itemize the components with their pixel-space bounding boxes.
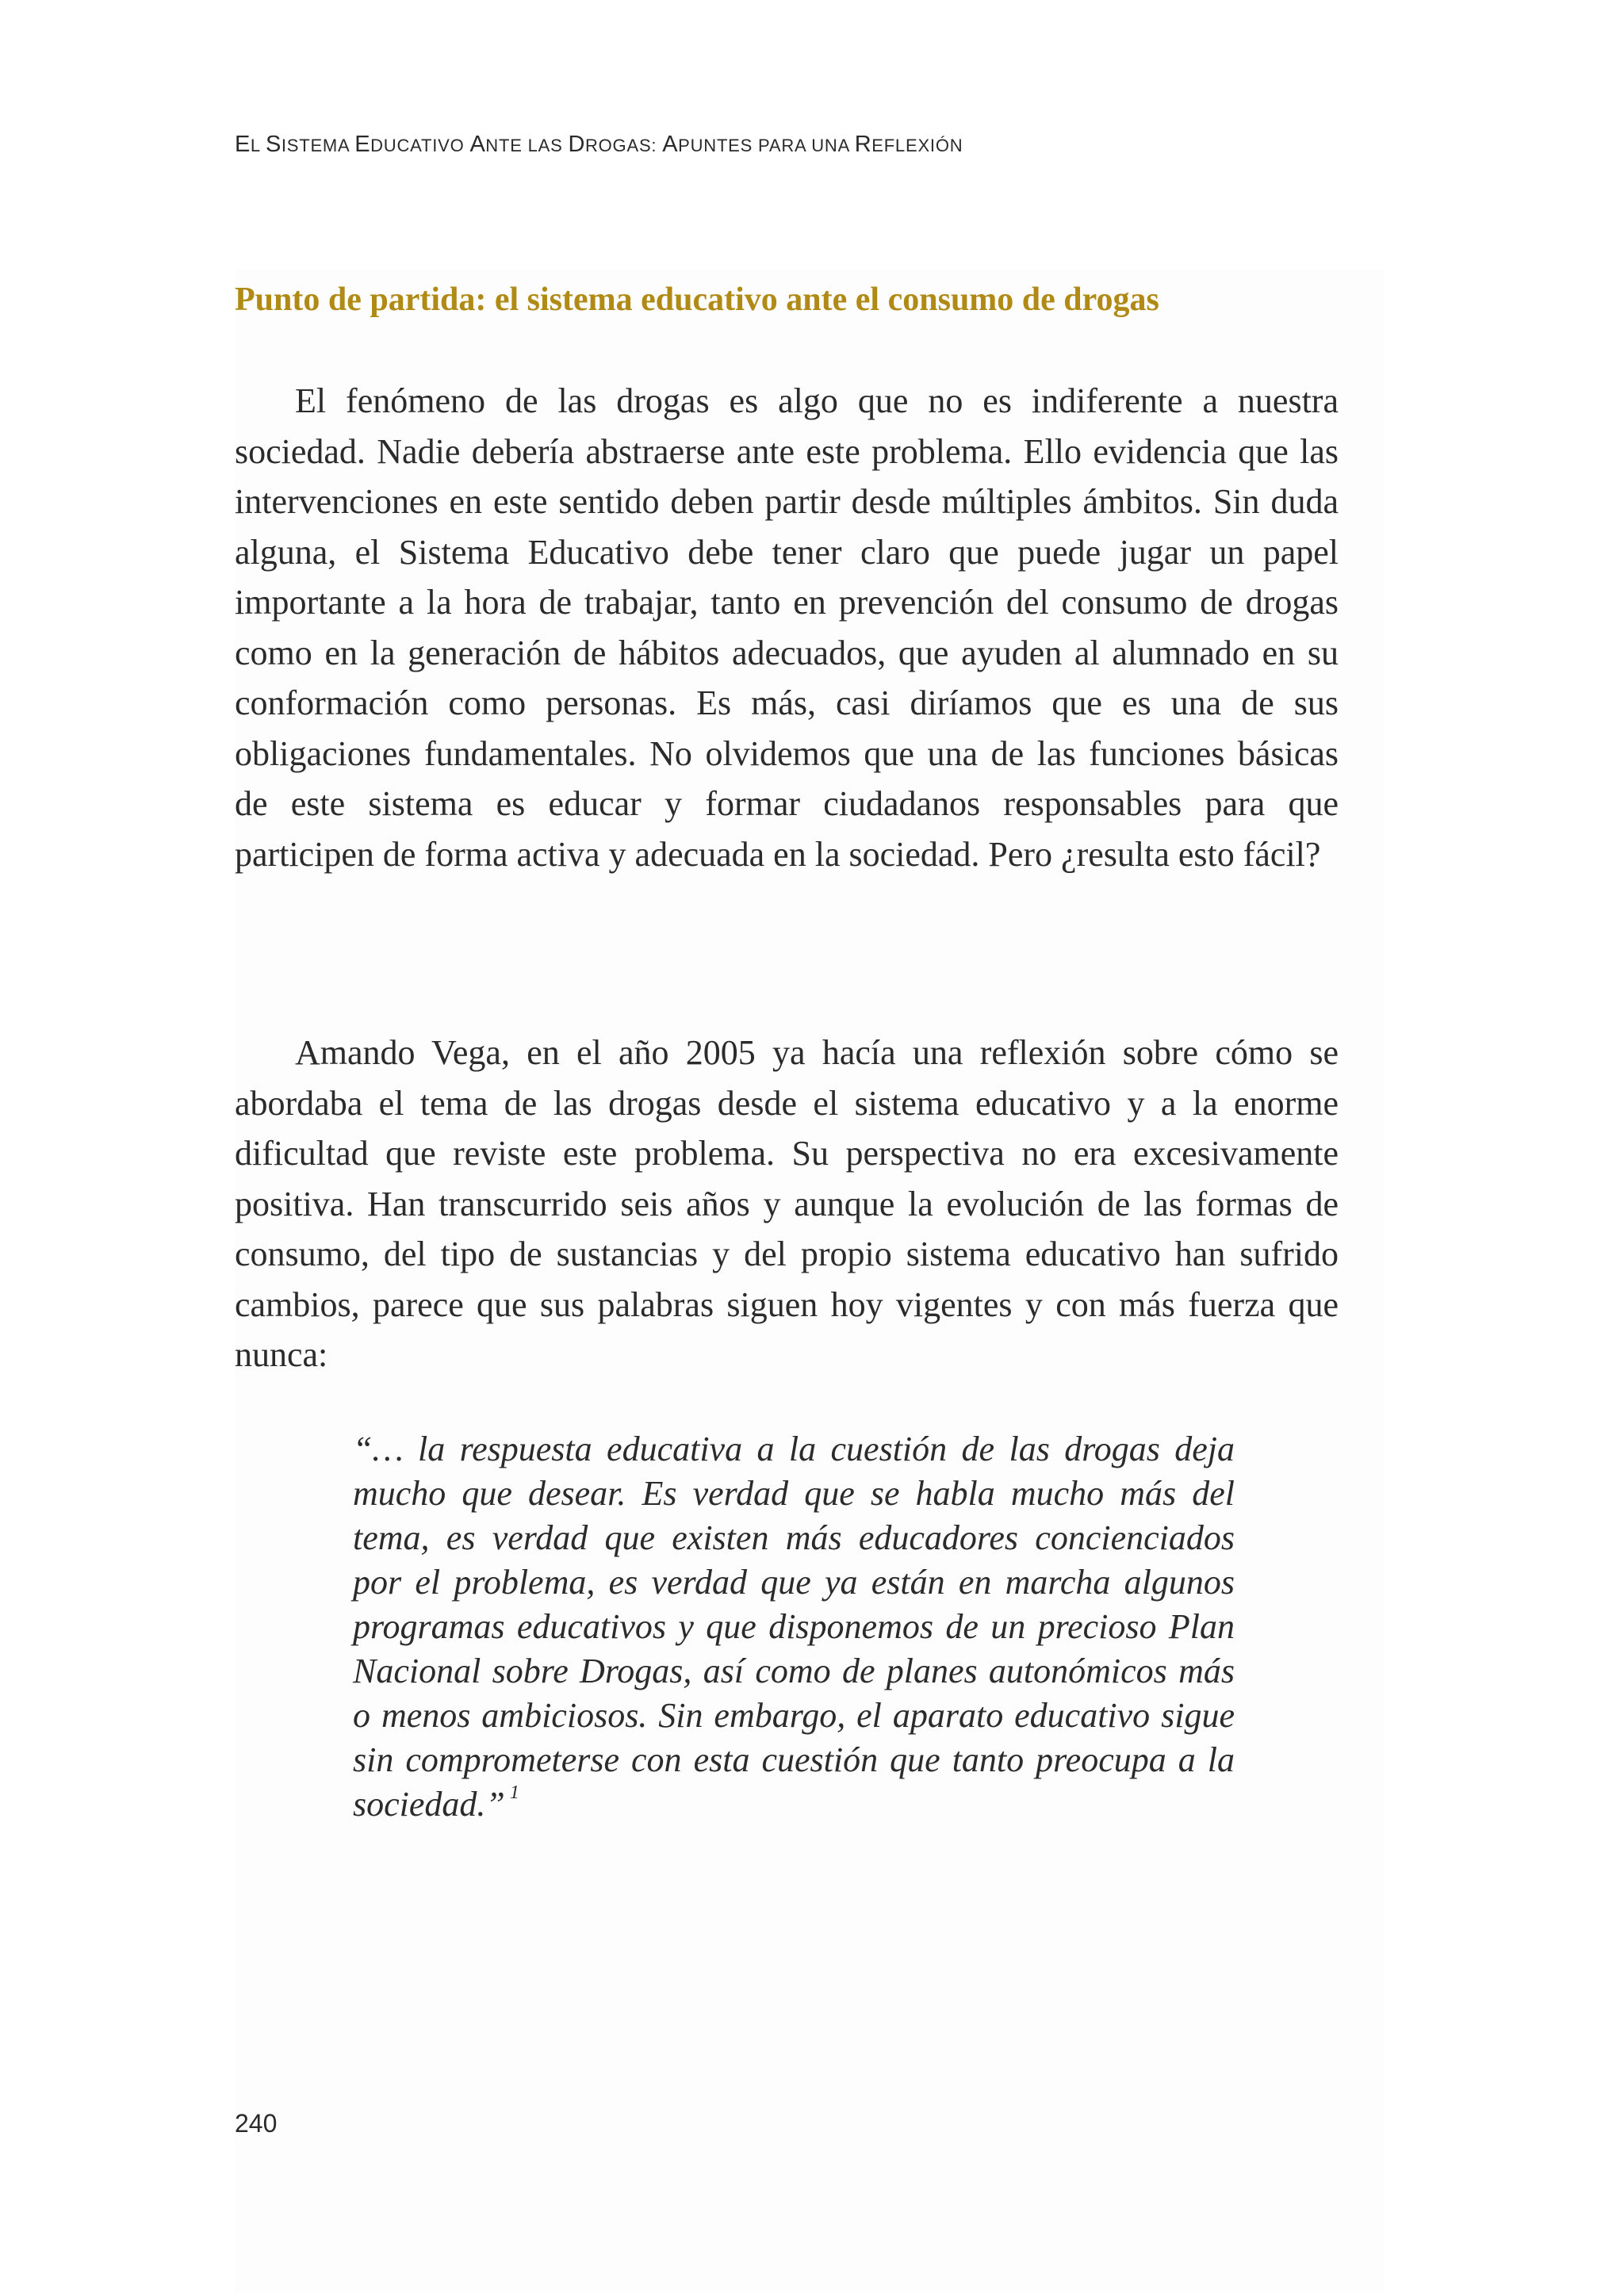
header-word: SISTEMA <box>265 132 355 157</box>
quote-text: “… la respuesta educativa a la cuestión de las drogas deja mucho que desear. Es verdad que se habla mucho más del tema, es verdad que existen más educadores concienciados por el problema, es verdad que ya están en marcha algunos programas educativos y que disponemos de un precioso Plan Nacional sobre Drogas, así como de planes autonómicos más o menos ambiciosos. Sin embargo, el aparato educativo sigue sin comprometerse con esta cuestión que tanto preocupa a la sociedad.” <box>353 1430 1235 1824</box>
page-number: 240 <box>235 2109 278 2138</box>
header-word: EDUCATIVO <box>354 132 470 157</box>
body-paragraph: El fenómeno de las drogas es algo que no es indiferente a nuestra sociedad. Nadie debería abstraerse ante este problema. Ello evidencia que las intervenciones en este sentido deben partir desde múltiples ámbitos. Sin duda alguna, el Sistema Educativo debe tener claro que puede jugar un papel importante a la hora de trabajar, tanto en prevención del consumo de drogas como en la generación de hábitos adecuados, que ayuden al alumnado en su conformación como personas. Es más, casi diríamos que es una de sus obligaciones fundamentales. No olvidemos que una de las funciones básicas de este sistema es educar y formar ciudadanos responsables para que participen de forma activa y adecuada en la sociedad. Pero ¿resulta esto fácil? <box>235 381 1339 874</box>
header-word: DROGAS: <box>568 132 663 157</box>
block-quote <box>353 1427 1235 1827</box>
section-heading: Punto de partida: el sistema educativo ante el consumo de drogas <box>235 281 1159 318</box>
header-word: ANTE LAS <box>469 132 569 157</box>
header-word: REFLEXIÓN <box>854 132 963 157</box>
header-word: EL <box>235 132 266 157</box>
body-paragraph: Amando Vega, en el año 2005 ya hacía una reflexión sobre cómo se abordaba el tema de las drogas desde el sistema educativo y a la enorme dificultad que reviste este problema. Su perspectiva no era excesivamente positiva. Han transcurrido seis años y aunque la evolución de las formas de consumo, del tipo de sustancias y del propio sistema educativo han sufrido cambios, parece que sus palabras siguen hoy vigentes y con más fuerza que nunca: <box>235 1033 1339 1374</box>
running-header <box>235 132 963 158</box>
header-word: APUNTES PARA UNA <box>662 132 855 157</box>
footnote-reference[interactable]: 1 <box>509 1782 519 1804</box>
